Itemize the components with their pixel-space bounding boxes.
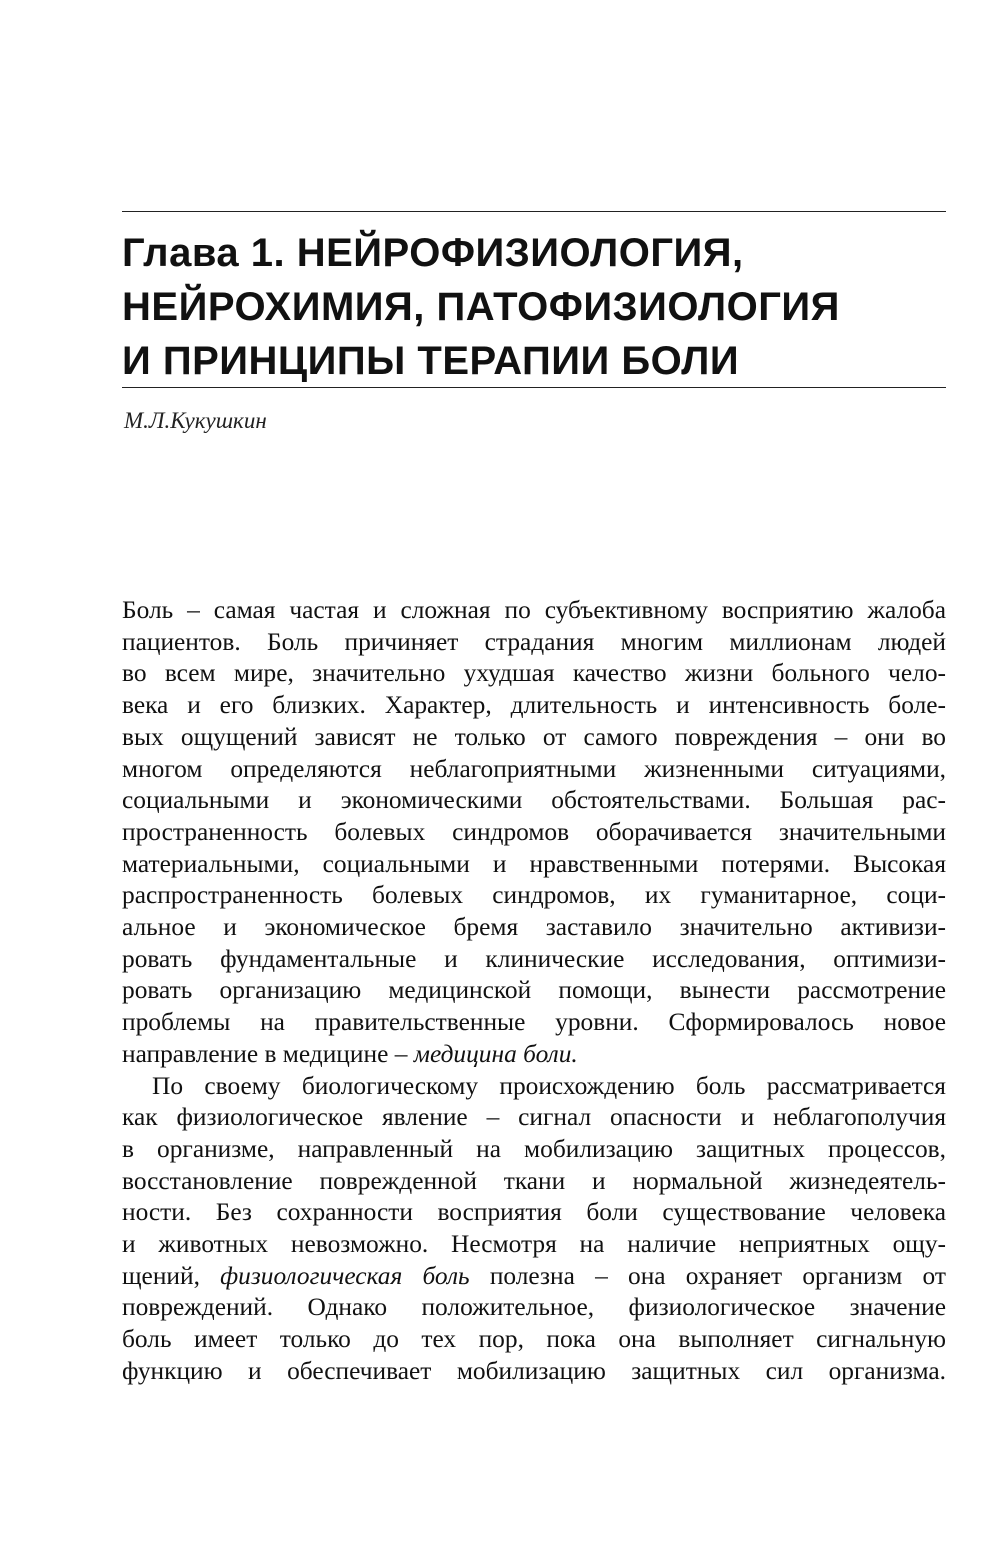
- text-line: многом определяются неблагоприятными жизненными ситуациями,: [122, 754, 946, 783]
- text-line: пространенность болевых синдромов оборачивается значительными: [122, 817, 946, 846]
- text-line: распространенность болевых синдромов, их гуманитарное, соци-: [122, 881, 946, 910]
- text-line: функцию и обеспечивает мобилизацию защитных сил организма.: [122, 1356, 946, 1385]
- body-text: [122, 595, 946, 1388]
- emphasis-term: медицина боли.: [413, 1039, 578, 1068]
- chapter-title: [122, 226, 946, 388]
- text-line: боль имеет только до тех пор, пока она выполняет сигнальную: [122, 1325, 946, 1354]
- text-line: как физиологическое явление – сигнал опасности и неблагополучия: [122, 1103, 946, 1132]
- text-line: повреждений. Однако положительное, физиологическое значение: [122, 1293, 946, 1322]
- text-line: Боль – самая частая и сложная по субъективному восприятию жалоба: [122, 596, 946, 624]
- title-top-rule: [122, 211, 946, 212]
- emphasis-term: физиологическая боль: [220, 1261, 470, 1290]
- text-line: материальными, социальными и нравственными потерями. Высокая: [122, 849, 946, 878]
- text-line: восстановление поврежденной ткани и нормальной жизнедеятель-: [122, 1166, 946, 1195]
- text-line: во всем мире, значительно ухудшая качество жизни больного чело-: [122, 659, 946, 688]
- text-line: ности. Без сохранности восприятия боли существование человека: [122, 1198, 946, 1227]
- text-segment: полезна – она охраняет организм от: [469, 1261, 946, 1290]
- text-line: вых ощущений зависят не только от самого повреждения – они во: [122, 722, 946, 751]
- text-line: социальными и экономическими обстоятельствами. Большая рас-: [122, 786, 946, 815]
- author-name: М.Л.Кукушкин: [124, 408, 267, 433]
- paragraph-2: [122, 1071, 946, 1388]
- text-line: и животных невозможно. Несмотря на наличие неприятных ощу-: [122, 1230, 946, 1259]
- chapter-title-line: Глава 1. НЕЙРОФИЗИОЛОГИЯ,: [122, 231, 744, 275]
- text-line: ровать фундаментальные и клинические исследования, оптимизи-: [122, 944, 946, 973]
- text-line: По своему биологическому происхождению боль рассматривается: [152, 1071, 946, 1100]
- chapter-title-line: И ПРИНЦИПЫ ТЕРАПИИ БОЛИ: [122, 339, 740, 383]
- text-line: проблемы на правительственные уровни. Сформировалось новое: [122, 1008, 946, 1037]
- text-line: века и его близких. Характер, длительность и интенсивность боле-: [122, 691, 946, 720]
- chapter-title-line: НЕЙРОХИМИЯ, ПАТОФИЗИОЛОГИЯ: [122, 285, 840, 329]
- text-line: альное и экономическое бремя заставило значительно активизи-: [122, 913, 946, 942]
- text-segment: направление в медицине –: [122, 1039, 414, 1068]
- title-bottom-rule: [122, 387, 946, 388]
- paragraph-1: [122, 595, 946, 1071]
- text-line: ровать организацию медицинской помощи, вынести рассмотрение: [122, 976, 946, 1005]
- text-segment: щений,: [122, 1261, 221, 1290]
- text-line: [122, 1039, 946, 1071]
- text-line: в организме, направленный на мобилизацию защитных процессов,: [122, 1134, 946, 1163]
- text-line: [122, 1261, 946, 1293]
- text-line: пациентов. Боль причиняет страдания многим миллионам людей: [122, 627, 946, 656]
